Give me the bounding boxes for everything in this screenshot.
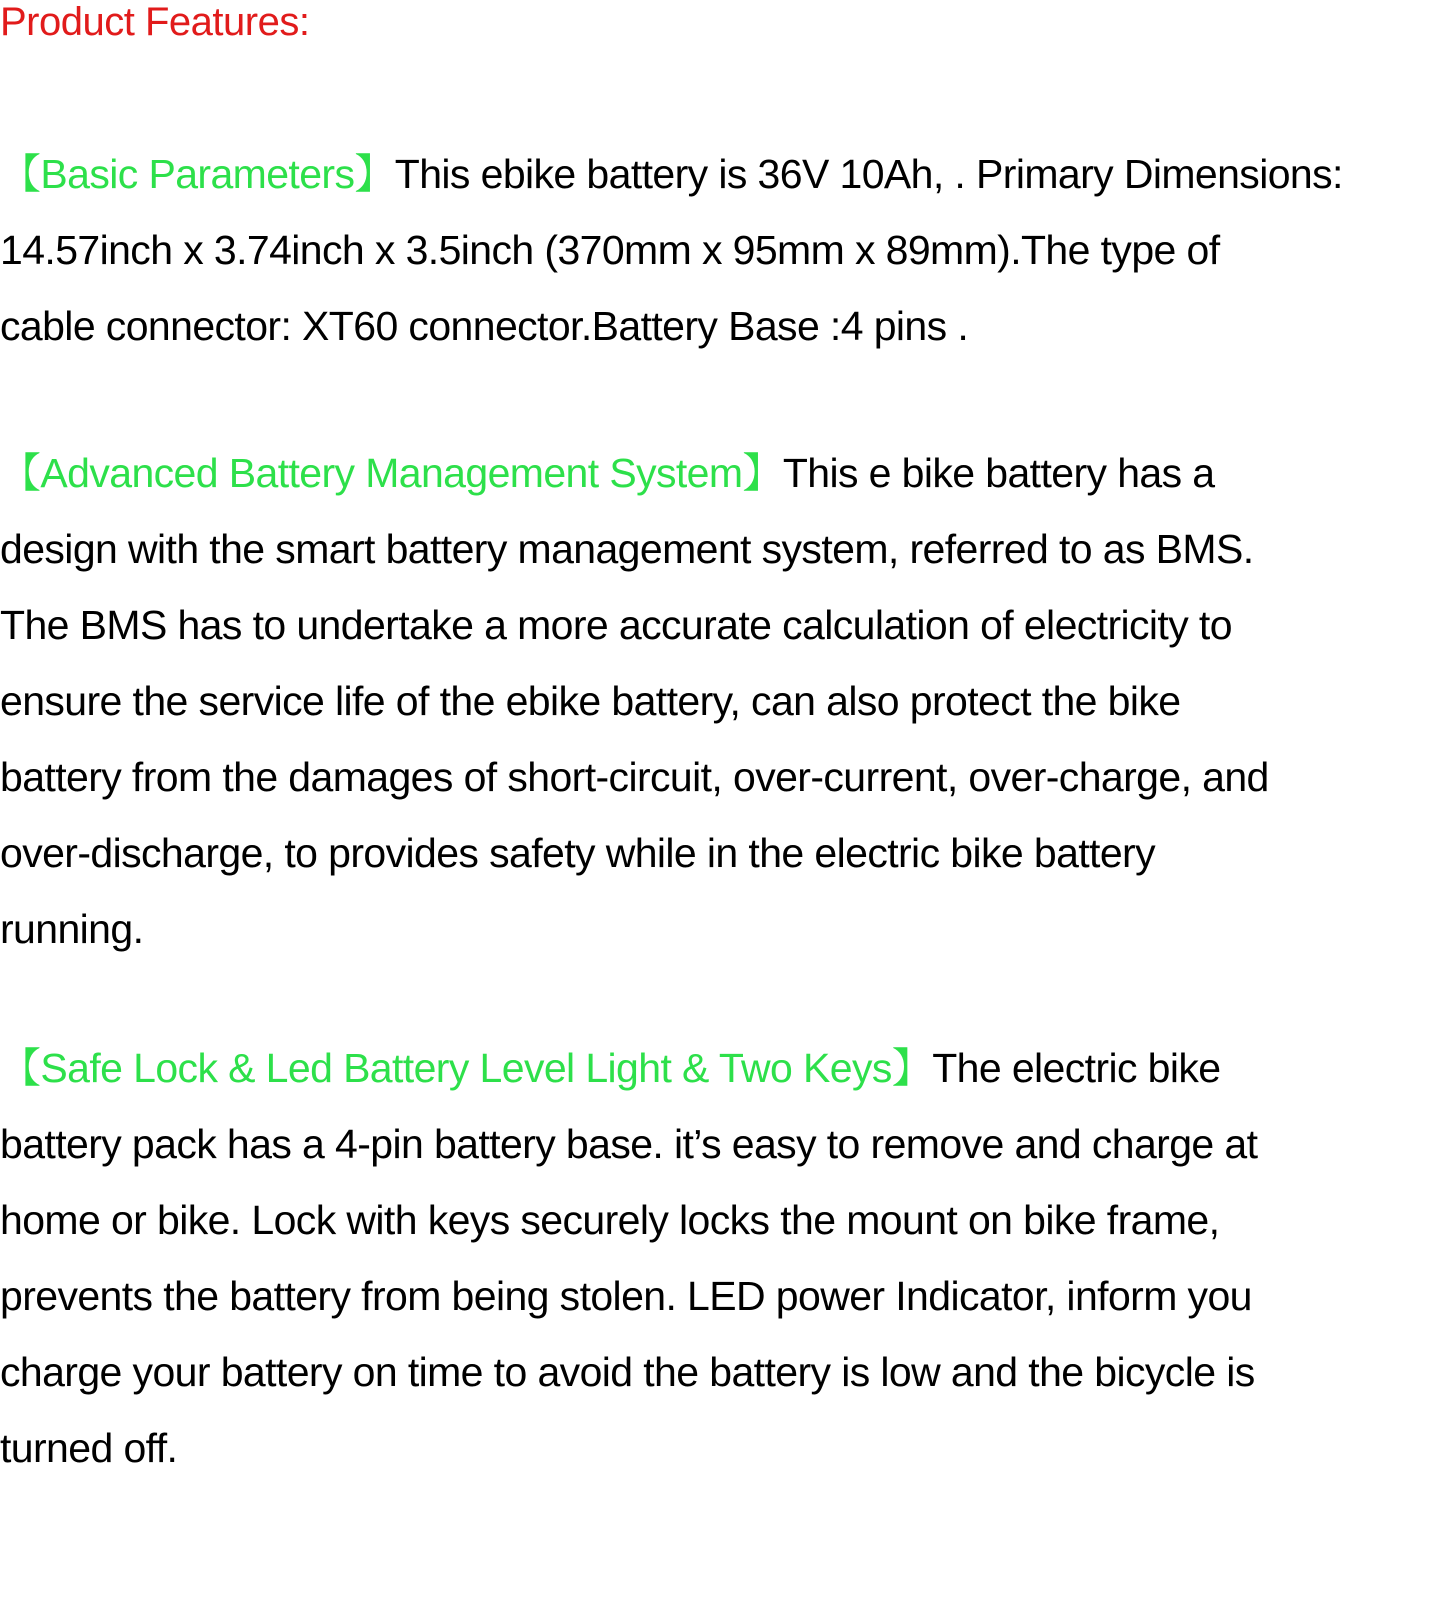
feature-text: This ebike battery is 36V 10Ah, . Primary Dimensions: <box>394 151 1343 197</box>
feature-text: 14.57inch x 3.74inch x 3.5inch (370mm x 95mm x 89mm).The type of <box>0 227 1220 273</box>
feature-text: battery pack has a 4-pin battery base. it’s easy to remove and charge at <box>0 1121 1258 1167</box>
feature-text: home or bike. Lock with keys securely locks the mount on bike frame, <box>0 1197 1220 1243</box>
feature-line <box>0 435 1454 511</box>
feature-text: running. <box>0 906 144 952</box>
feature-text: turned off. <box>0 1425 178 1471</box>
feature-basic-parameters <box>0 136 1454 364</box>
feature-text: battery from the damages of short-circuit, over-current, over-charge, and <box>0 754 1269 800</box>
feature-tag: 【Basic Parameters】 <box>0 151 395 197</box>
feature-text: The BMS has to undertake a more accurate calculation of electricity to <box>0 602 1232 648</box>
feature-line <box>0 136 1454 212</box>
feature-text: prevents the battery from being stolen. LED power Indicator, inform you <box>0 1273 1252 1319</box>
feature-text: The electric bike <box>932 1045 1221 1091</box>
feature-text: design with the smart battery management system, referred to as BMS. <box>0 526 1254 572</box>
feature-text: This e bike battery has a <box>782 450 1215 496</box>
feature-safe-lock <box>0 1030 1454 1486</box>
feature-text: cable connector: XT60 connector.Battery Base :4 pins . <box>0 303 969 349</box>
feature-tag: 【Safe Lock & Led Battery Level Light & Two Keys】 <box>0 1045 933 1091</box>
feature-line <box>0 1030 1454 1106</box>
page-title: Product Features: <box>0 0 310 44</box>
feature-tag: 【Advanced Battery Management System】 <box>0 450 783 496</box>
feature-text: over-discharge, to provides safety while in the electric bike battery <box>0 830 1156 876</box>
feature-battery-management-system <box>0 435 1454 967</box>
feature-text: ensure the service life of the ebike battery, can also protect the bike <box>0 678 1181 724</box>
feature-text: charge your battery on time to avoid the battery is low and the bicycle is <box>0 1349 1255 1395</box>
